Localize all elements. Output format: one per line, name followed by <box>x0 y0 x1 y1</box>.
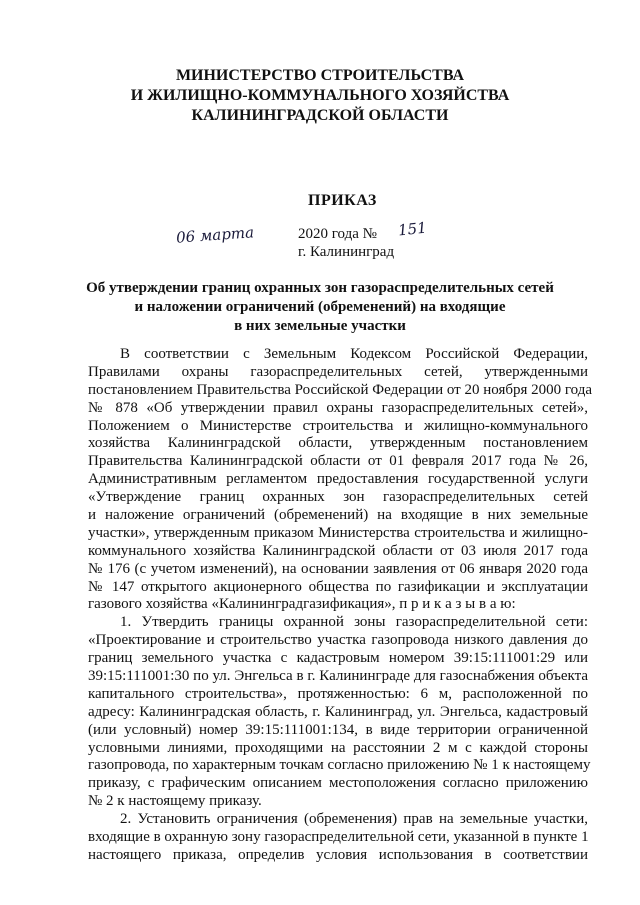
ministry-line: КАЛИНИНГРАДСКОЙ ОБЛАСТИ <box>191 107 449 124</box>
body-line: газового хозяйства «Калининградгазификация», п р и к а з ы в а ю: <box>88 596 516 613</box>
subject-line: и наложении ограничений (обременений) на входящие <box>134 299 506 315</box>
body-line: адресу: Калининградская область, г. Калининград, ул. Энгельса, кадастровый <box>88 703 588 720</box>
body-line: № 2 к настоящему приказу. <box>88 793 262 810</box>
body-line: коммунального хозяйства Калининградской области от 03 июля 2017 года <box>88 542 588 559</box>
body-line: В соответствии с Земельным Кодексом Российской Федерации, <box>120 346 588 362</box>
ministry-line: МИНИСТЕРСТВО СТРОИТЕЛЬСТВА <box>175 67 465 84</box>
body-line: капитального строительства», протяженностью: 6 м, расположенной по <box>88 685 588 702</box>
body-line: приказу, с графическим описанием местоположения согласно приложению <box>88 775 588 792</box>
body-line: «Утверждение границ охранных зон газораспределительных сетей <box>88 489 588 506</box>
body-line: Административным регламентом предоставления государственной услуги <box>88 471 588 488</box>
body-line: Правительства Калининградской области от 01 февраля 2017 года № 26, <box>88 453 588 470</box>
ministry-line: И ЖИЛИЩНО-КОММУНАЛЬНОГО ХОЗЯЙСТВА <box>130 87 510 104</box>
order-body <box>88 346 593 865</box>
body-line: 39:15:111001:30 по ул. Энгельса в г. Калининграде для газоснабжения объекта <box>88 668 588 685</box>
handwritten-date: 06 марта <box>175 223 255 247</box>
body-line: (или условный) номер 39:15:111001:134, в виде территории ограниченной <box>88 721 588 738</box>
body-line: Правилами охраны газораспределительных сетей, утвержденными <box>88 363 588 380</box>
order-city: г. Калининград <box>298 244 395 260</box>
body-line: границ земельного участка с кадастровым номером 39:15:111001:29 или <box>88 650 588 667</box>
body-line: и наложение ограничений (обременений) на входящие в них земельные <box>88 507 588 524</box>
body-line: 2. Установить ограничения (обременения) прав на земельные участки, <box>120 811 588 828</box>
body-line: № 878 «Об утверждении правил охраны газораспределительных сетей», <box>88 399 588 416</box>
order-date-line <box>298 226 377 243</box>
subject-line: в них земельные участки <box>234 318 406 334</box>
body-line: газопровода, по характерным точкам согласно приложению № 1 к настоящему <box>88 757 591 774</box>
body-line: «Проектирование и строительство участка газопровода низкого давления до <box>88 632 588 649</box>
handwritten-number: 151 <box>397 218 428 240</box>
body-line: 1. Утвердить границы охранной зоны газораспределительной сети: <box>120 614 588 631</box>
body-line: участки», утвержденным приказом Министерства строительства и жилищно- <box>88 524 588 541</box>
body-line: входящие в охранную зону газораспределительной сети, указанной в пункте 1 <box>88 829 589 846</box>
order-title: ПРИКАЗ <box>308 192 377 209</box>
body-line: хозяйства Калининградской области, утвержденным постановлением <box>88 435 588 452</box>
order-subject <box>0 279 640 336</box>
body-line: № 147 открытого акционерного общества по газификации и эксплуатации <box>88 578 588 595</box>
subject-line: Об утверждении границ охранных зон газораспределительных сетей <box>86 280 554 296</box>
body-line: условными линиями, проходящими на расстоянии 2 м с каждой стороны <box>88 739 588 756</box>
body-line: № 176 (с учетом изменений), на основании заявления от 06 января 2020 года <box>88 560 588 577</box>
body-line: настоящего приказа, определив условия использования в соответствии <box>88 846 588 863</box>
body-line: Положением о Министерстве строительства и жилищно-коммунального <box>88 417 588 434</box>
order-date-printed: 2020 года № <box>298 226 377 242</box>
ministry-header <box>0 66 640 126</box>
body-line: постановлением Правительства Российской Федерации от 20 ноября 2000 года <box>88 381 593 398</box>
